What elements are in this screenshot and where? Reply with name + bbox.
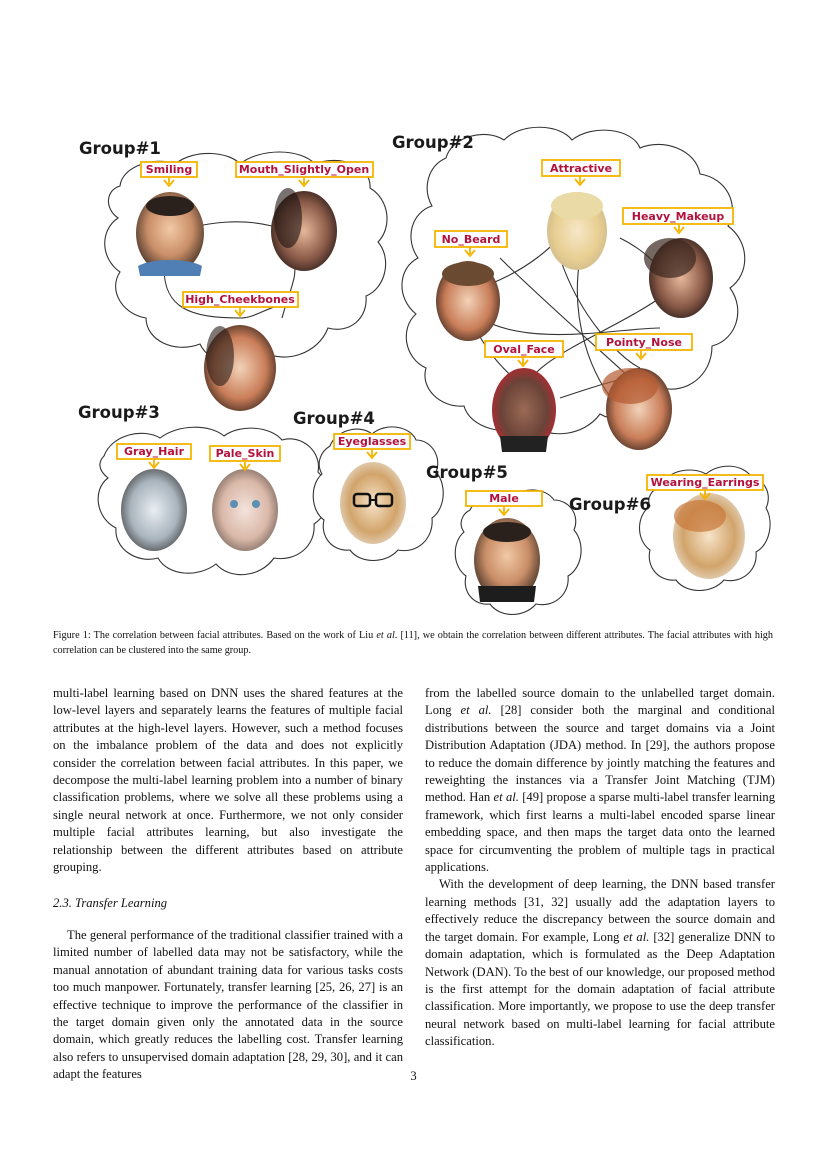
face-photo-wearing-earrings — [673, 493, 745, 579]
page-number: 3 — [410, 1069, 417, 1083]
face-photo-high-cheekbones — [204, 325, 276, 411]
group-title-1: Group#1 — [79, 139, 161, 158]
face-photo-oval-face — [492, 368, 556, 452]
svg-text:Smiling: Smiling — [145, 163, 193, 176]
group-title-6: Group#6 — [569, 495, 651, 514]
face-photo-pale-skin — [212, 469, 278, 551]
face-photo-male — [474, 518, 540, 602]
svg-text:Pointy_Nose: Pointy_Nose — [606, 336, 682, 349]
svg-text:Heavy_Makeup: Heavy_Makeup — [631, 210, 725, 223]
svg-text:Eyeglasses: Eyeglasses — [337, 435, 407, 448]
group-title-4: Group#4 — [293, 409, 375, 428]
svg-text:Mouth_Slightly_Open: Mouth_Slightly_Open — [238, 163, 370, 176]
svg-text:Wearing_Earrings: Wearing_Earrings — [650, 476, 760, 489]
section-title: 2.3. Transfer Learning — [53, 896, 168, 911]
svg-text:No_Beard: No_Beard — [441, 233, 501, 246]
face-photo-no-beard — [436, 261, 500, 341]
group-title-2: Group#2 — [392, 133, 474, 152]
svg-text:Pale_Skin: Pale_Skin — [215, 447, 275, 460]
svg-text:Gray_Hair: Gray_Hair — [123, 445, 185, 458]
paragraph: from the labelled source domain to the unlabelled target domain. Long et al. [28] consider both the marginal and conditional distributions between the source and target domains via a Joint Distribution Adaptation (JDA) method. In [29], the authors propose to reduce the domain difference by jointly matching the features and reweighting the instances via a Transfer Joint Matching (TJM) method. Han et al. [49] propose a sparse multi-label transfer learning framework, which first learns a multi-label encoded sparse linear embedding space, and then maps the target data onto the learned space for circumventing the problem of multiple tags in practical applications. — [425, 686, 776, 875]
face-photo-gray-hair — [121, 469, 187, 551]
group-title-3: Group#3 — [78, 403, 160, 422]
svg-text:Oval_Face: Oval_Face — [493, 343, 555, 356]
face-photo-attractive — [547, 192, 607, 270]
figure-attribute-groups — [60, 118, 772, 618]
group-title-5: Group#5 — [426, 463, 508, 482]
right-column — [425, 685, 775, 1051]
face-photo-smiling — [136, 192, 204, 276]
figure-caption: Figure 1: The correlation between facial attributes. Based on the work of Liu et al. [11], we obtain the correlation between different attributes. The facial attributes with high correlation can be clustered into the same group. — [53, 630, 773, 656]
paragraph: multi-label learning based on DNN uses the shared features at the low-level layers and separately learns the features of multiple facial attributes at the high-level layers. However, such a method focuses on the imbalance problem of the data and does not explicitly consider the correlation between facial attributes. In this paper, we decompose the multi-label learning problem into a number of binary classification problems, where we solve all these problems using a single neural network at once. Furthermore, we not only consider multiple facial attributes learning, but also investigate the relationship between the different attributes based on attribute grouping. — [53, 686, 403, 875]
paragraph: With the development of deep learning, the DNN based transfer learning methods [31, 32] usually add the adaptation layers to effectively reduce the discrepancy between the source domain and the target domain. For example, Long et al. [32] generalize DNN to domain adaptation, which is formulated as the Deep Adaptation Network (DAN). To the best of our knowledge, our proposed method is the first attempt for the domain adaptation of facial attribute classification. More importantly, we propose to use the deep transfer neural network based on multi-label learning for facial attribute classification. — [425, 877, 775, 1049]
paragraph: The general performance of the traditional classifier trained with a limited number of labelled data may not be satisfactory, while the manual annotation of abundant training data for various tasks costs too much manpower. Fortunately, transfer learning [25, 26, 27] is an effective technique to improve the performance of the classifier in the target domain given only the annotated data in the source domain, which greatly reduces the labelling cost. Transfer learning also refers to unsupervised domain adaptation [28, 29, 30], and it can adapt the features — [53, 927, 403, 1082]
left-column — [53, 685, 403, 1084]
svg-text:Male: Male — [489, 492, 519, 505]
face-photo-pointy-nose — [602, 368, 672, 450]
svg-text:Attractive: Attractive — [549, 162, 613, 175]
svg-text:High_Cheekbones: High_Cheekbones — [185, 293, 295, 306]
face-photo-eyeglasses — [340, 462, 406, 544]
